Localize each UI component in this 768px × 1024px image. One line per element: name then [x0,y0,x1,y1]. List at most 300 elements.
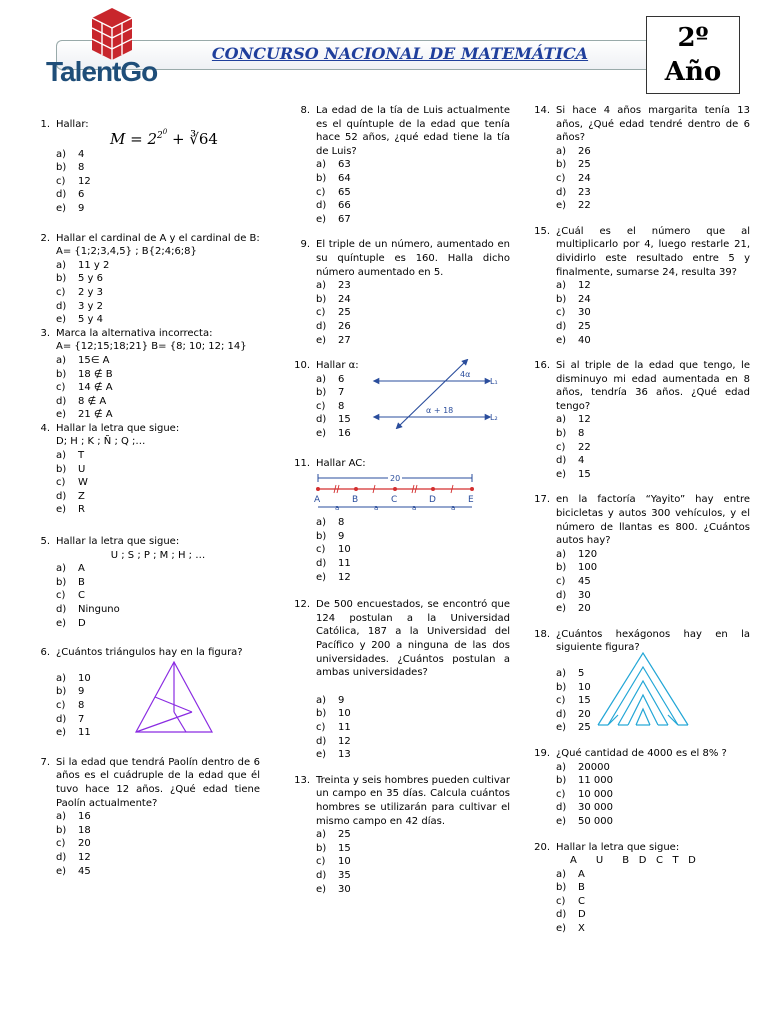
question-16 [530,359,750,481]
answer-option[interactable] [316,557,510,571]
answer-option[interactable] [56,286,260,300]
option-value: 45 [78,865,91,877]
option-value: 9 [338,530,345,542]
answer-option[interactable] [556,895,750,909]
point-label: D [429,495,436,506]
option-letter: a) [56,450,67,462]
option-value: 20 [78,838,91,850]
answer-option[interactable] [56,202,260,216]
sequence-text: U ; S ; P ; M ; H ; … [110,549,206,561]
option-value: 8 ∉ A [78,395,107,407]
question-text: ¿Cuántos triángulos hay en la figura? [56,647,243,659]
option-value: 12 [338,571,351,583]
option-letter: c) [556,895,566,907]
option-value: 12 [78,851,91,863]
answer-option[interactable] [56,148,260,162]
option-value: 15 [338,842,351,854]
option-letter: b) [316,387,327,399]
option-letter: b) [56,162,67,174]
option-letter: a) [556,868,567,880]
question-number: 14. [534,105,550,116]
option-value: 18 [78,824,91,836]
option-letter: e) [316,213,327,225]
question-number: 18. [534,628,550,640]
option-letter: b) [556,159,567,171]
answer-option[interactable] [56,617,260,631]
option-letter: e) [56,617,67,629]
options-list [30,562,260,630]
option-letter: c) [556,788,566,800]
option-value: 120 [578,548,598,560]
option-letter: b) [56,824,67,836]
option-value: 30 [338,883,351,895]
answer-option[interactable] [56,300,260,314]
option-letter: c) [56,590,66,602]
question-number: 16. [534,360,550,372]
answer-option[interactable] [56,175,260,189]
option-value: 26 [578,145,591,157]
option-letter: a) [56,811,67,823]
question-number: 10. [294,360,310,372]
option-letter: c) [56,382,66,394]
answer-option[interactable] [56,476,260,490]
option-value: 67 [338,213,351,225]
option-value: 26 [338,320,351,332]
question-number: 20. [534,841,550,853]
option-letter: b) [56,686,67,698]
sequence-text: A U B D C T D [570,855,696,867]
answer-option[interactable] [316,306,510,320]
option-letter: a) [316,694,327,706]
question-text: Si hace 4 años margarita tenía 13 años, ¿Qué edad tendré dentro de 6 años? [556,105,750,144]
option-letter: c) [316,544,326,556]
question-number: 19. [534,747,550,759]
option-value: 11 y 2 [78,259,110,271]
answer-option[interactable] [56,576,260,590]
option-letter: d) [316,735,327,747]
answer-option[interactable] [56,408,260,422]
option-letter: c) [316,856,326,868]
option-letter: b) [556,775,567,787]
option-value: 9 [338,694,345,706]
answer-option[interactable] [56,161,260,175]
option-value: X [578,923,585,935]
answer-option[interactable] [56,188,260,202]
options-list [290,158,510,226]
option-letter: a) [56,563,67,575]
answer-option[interactable] [316,320,510,334]
question-20 [530,841,750,936]
answer-option[interactable] [316,735,510,749]
option-value: 16 [338,428,351,440]
segment-label: a [374,504,379,513]
answer-option[interactable] [556,801,750,815]
question-number: 6. [40,647,50,659]
answer-option[interactable] [556,815,750,829]
option-value: 8 [78,699,85,711]
answer-option[interactable] [556,441,750,455]
question-4 [30,422,260,517]
question-10 [290,359,510,441]
answer-option[interactable] [316,694,510,708]
options-list [290,828,510,896]
page-title: CONCURSO NACIONAL DE MATEMÁTICA [211,44,589,63]
option-value: 12 [78,175,91,187]
answer-option[interactable] [556,561,750,575]
question-8 [290,104,510,226]
option-letter: d) [56,851,67,863]
option-value: 16 [78,811,91,823]
option-value: 25 [578,722,591,734]
answer-option[interactable] [316,427,510,441]
formula: $M = 2^{2^0}$ + ∛64 [110,127,218,148]
question-text: Marca la alternativa incorrecta: [56,327,213,339]
answer-option[interactable] [556,279,750,293]
answer-option[interactable] [556,575,750,589]
segment-figure-icon [312,470,482,516]
option-letter: d) [556,320,567,332]
option-value: 8 [78,162,85,174]
answer-option[interactable] [316,571,510,585]
option-letter: c) [556,441,566,453]
option-value: 15 [578,468,591,480]
segment-label: a [335,504,340,513]
options-list [30,449,260,517]
option-letter: c) [316,400,326,412]
answer-option[interactable] [316,530,510,544]
answer-option[interactable] [56,381,260,395]
option-letter: d) [56,604,67,615]
question-number: 9. [300,239,310,251]
answer-option[interactable] [56,810,260,824]
option-letter: a) [316,517,327,529]
question-2 [30,232,260,327]
answer-option[interactable] [556,868,750,882]
question-text: Si al triple de la edad que tengo, le disminuyo mi edad aumentada en 8 años, tendría 36 años. ¿Qué edad tengo? [556,360,750,412]
answer-option[interactable] [56,490,260,504]
answer-option[interactable] [316,186,510,200]
option-letter: b) [56,576,67,588]
answer-option[interactable] [316,842,510,856]
angle-label-top: 4α [460,369,471,379]
grade-label: Año [664,57,722,87]
option-letter: d) [316,320,327,332]
option-value: 5 [578,667,585,679]
answer-option[interactable] [556,320,750,334]
option-value: Z [78,490,85,502]
answer-option[interactable] [56,837,260,851]
angle-label-bottom: α + 18 [426,405,454,415]
answer-option[interactable] [316,279,510,293]
answer-option[interactable] [556,774,750,788]
answer-option[interactable] [316,883,510,897]
question-number: 13. [294,774,310,786]
option-value: 15 [578,695,591,707]
option-value: 7 [338,387,345,399]
option-letter: b) [316,293,327,305]
option-letter: e) [56,202,67,214]
option-value: 30 [578,307,591,319]
question-text: en la factoría “Yayito” hay entre bicicletas y autos 300 vehículos, y el número de llantas es 800. ¿Cuántos autos hay? [556,494,750,547]
answer-option[interactable] [316,213,510,227]
option-value: 30 [578,589,591,601]
answer-option[interactable] [56,463,260,477]
segment-label: a [451,504,456,513]
point-label: A [314,495,321,506]
point-label: C [391,495,398,506]
option-value: 30 000 [578,802,613,814]
option-letter: e) [316,571,327,583]
question-text: Hallar α: [316,360,359,372]
question-text: Hallar la letra que sigue: [56,536,180,548]
question-1 [30,118,260,216]
option-value: 12 [338,735,351,747]
answer-option[interactable] [556,158,750,172]
answer-option[interactable] [316,707,510,721]
nested-chevrons-figure-icon [596,651,690,731]
option-letter: c) [316,307,326,319]
options-list [530,413,750,481]
answer-option[interactable] [316,543,510,557]
answer-option[interactable] [556,468,750,482]
option-letter: b) [56,273,67,285]
parallel-lines-figure-icon [370,359,502,429]
option-letter: c) [56,477,66,489]
answer-option[interactable] [56,259,260,273]
question-text: La edad de la tía de Luis actualmente es el quíntuple de la edad que tenía hace 52 años, ¿qué edad tiene la tía de Luis? [316,105,510,157]
option-letter: e) [56,314,67,326]
answer-option[interactable] [56,449,260,463]
answer-option[interactable] [556,145,750,159]
option-letter: d) [556,186,567,198]
answer-option[interactable] [316,199,510,213]
option-letter: b) [316,172,327,184]
option-letter: b) [316,842,327,854]
answer-option[interactable] [316,293,510,307]
option-letter: a) [316,159,327,171]
option-value: C [578,895,585,907]
option-letter: e) [56,504,67,516]
option-letter: e) [56,865,67,877]
answer-option[interactable] [316,869,510,883]
option-letter: d) [556,909,567,921]
option-value: 8 [338,400,345,412]
line-label-l1: L₁ [490,376,498,386]
option-value: 5 y 4 [78,314,103,326]
option-value: 100 [578,562,598,574]
grade-box [646,16,740,94]
question-text: Hallar: [56,119,89,130]
answer-option[interactable] [56,313,260,327]
question-text: Hallar la letra que sigue: [56,422,180,434]
option-letter: e) [316,334,327,346]
option-letter: d) [556,455,567,467]
option-value: 10 [78,672,91,684]
question-5 [30,535,260,630]
option-value: 7 [78,713,85,725]
option-value: 63 [338,159,351,171]
option-value: 11 [338,558,351,570]
answer-option[interactable] [316,855,510,869]
answer-option[interactable] [316,158,510,172]
question-text: Hallar la letra que sigue: [556,841,680,853]
option-value: 10 000 [578,788,613,800]
options-list [530,145,750,213]
answer-option[interactable] [556,881,750,895]
option-value: 20 [578,708,591,720]
answer-option[interactable] [316,516,510,530]
option-value: 24 [338,293,351,305]
option-letter: e) [316,428,327,440]
option-letter: d) [316,558,327,570]
question-11 [290,457,510,585]
option-value: B [78,576,85,588]
answer-option[interactable] [556,548,750,562]
answer-option[interactable] [556,761,750,775]
option-value: 23 [578,186,591,198]
answer-option[interactable] [556,172,750,186]
option-value: 20000 [578,761,610,773]
option-letter: b) [56,368,67,380]
option-letter: d) [56,490,67,502]
option-letter: c) [316,186,326,198]
answer-option[interactable] [56,562,260,576]
option-letter: e) [56,409,67,421]
question-3 [30,327,260,422]
options-list [30,354,260,422]
segment-total-label: 20 [390,474,401,484]
option-letter: d) [556,708,567,720]
question-text: Treinta y seis hombres pueden cultivar un campo en 35 días. Calcula cuántos hombres se utilizarán para cultivar el mismo campo en 42 días. [316,774,510,827]
option-letter: a) [556,667,567,679]
answer-option[interactable] [556,186,750,200]
answer-option[interactable] [556,454,750,468]
option-letter: c) [56,175,66,187]
question-number: 12. [294,599,310,611]
answer-option[interactable] [556,306,750,320]
option-letter: b) [316,530,327,542]
option-value: 22 [578,441,591,453]
options-list [30,259,260,327]
option-value: R [78,504,85,516]
answer-option[interactable] [556,908,750,922]
answer-option[interactable] [56,503,260,517]
options-list [530,548,750,616]
question-6 [30,646,260,740]
question-number: 2. [40,232,50,244]
question-text: ¿Qué cantidad de 4000 es el 8% ? [556,747,727,759]
option-value: 21 ∉ A [78,409,113,421]
option-letter: a) [56,672,67,684]
options-list [530,761,750,829]
answer-option[interactable] [556,922,750,936]
option-letter: e) [556,923,567,935]
sets-text: A= {12;15;18;21} B= {8; 10; 12; 14} [56,341,247,353]
option-letter: a) [316,373,327,385]
option-value: 25 [338,829,351,841]
answer-option[interactable] [556,788,750,802]
question-number: 3. [40,327,50,339]
option-value: 64 [338,172,351,184]
question-text: Si la edad que tendrá Paolín dentro de 6 años es el cuádruple de la edad que él tuvo hace 12 años. ¿Qué edad tiene Paolín actualmente? [56,756,260,809]
option-value: A [78,563,85,575]
option-letter: d) [56,300,67,312]
option-letter: c) [556,695,566,707]
question-text: ¿Cuántos hexágonos hay en la siguiente figura? [556,628,750,654]
option-letter: d) [316,869,327,881]
segment-label: a [412,504,417,513]
option-value: 13 [338,749,351,761]
answer-option[interactable] [316,334,510,348]
option-letter: c) [56,699,66,711]
answer-option[interactable] [56,589,260,603]
answer-option[interactable] [56,272,260,286]
option-letter: a) [556,280,567,292]
answer-option[interactable] [56,851,260,865]
answer-option[interactable] [316,172,510,186]
option-value: 25 [578,320,591,332]
option-letter: e) [556,722,567,734]
question-text: El triple de un número, aumentado en su quíntuple es 160. Halla dicho número aumentado en 5. [316,239,510,278]
answer-option[interactable] [556,589,750,603]
option-value: 24 [578,172,591,184]
answer-option[interactable] [316,748,510,762]
answer-option[interactable] [56,395,260,409]
answer-option[interactable] [556,334,750,348]
option-letter: d) [56,713,67,725]
answer-option[interactable] [56,824,260,838]
answer-option[interactable] [556,293,750,307]
question-number: 15. [534,225,550,237]
answer-option[interactable] [316,721,510,735]
options-list [30,148,260,216]
option-value: 23 [338,280,351,292]
option-value: 10 [338,544,351,556]
question-number: 4. [40,422,50,434]
answer-option[interactable] [556,602,750,616]
answer-option[interactable] [56,603,260,617]
option-letter: d) [556,802,567,814]
option-letter: a) [56,354,67,366]
option-value: 10 [578,681,591,693]
option-value: 15∈ A [78,354,110,366]
option-value: 22 [578,200,591,212]
option-letter: a) [556,548,567,560]
answer-option[interactable] [556,427,750,441]
option-letter: d) [56,395,67,407]
answer-option[interactable] [316,828,510,842]
answer-option[interactable] [556,413,750,427]
question-text: Hallar AC: [316,457,366,469]
options-list [290,279,510,347]
option-value: T [78,450,85,462]
option-value: 9 [78,202,85,214]
answer-option[interactable] [56,368,260,382]
answer-option[interactable] [56,865,260,879]
option-letter: b) [556,562,567,574]
answer-option[interactable] [56,354,260,368]
answer-option[interactable] [556,199,750,213]
option-letter: e) [56,727,67,739]
options-list [290,694,510,762]
question-9 [290,238,510,347]
option-value: 40 [578,334,591,346]
option-value: 12 [578,414,591,426]
option-letter: a) [556,414,567,426]
option-value: 6 [78,189,85,201]
option-letter: e) [316,749,327,761]
option-value: 5 y 6 [78,273,103,285]
